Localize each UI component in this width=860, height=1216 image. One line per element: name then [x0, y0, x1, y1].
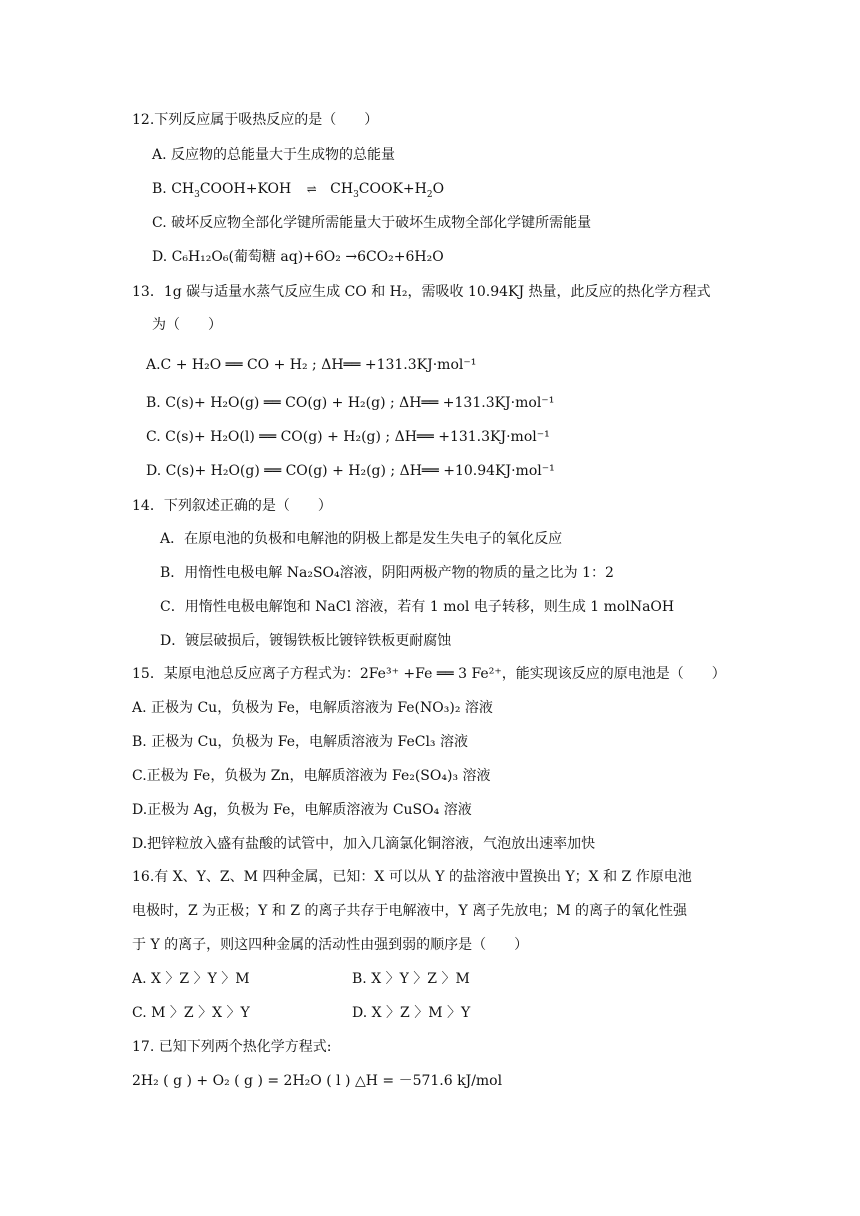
q13-option-a: A.C + H₂O ══ CO + H₂ ; ΔH══ +131.3KJ·mol⁻¹ — [146, 357, 477, 373]
q17-equation: 2H₂ ( g ) + O₂ ( g ) = 2H₂O ( l ) △H = －571.6 kJ/mol — [132, 1073, 503, 1089]
q13-stem-line1: 13．1g 碳与适量水蒸气反应生成 CO 和 H₂，需吸收 10.94KJ 热量，此反应的热化学方程式 — [132, 284, 711, 300]
q14-option-b: B．用惰性电极电解 Na₂SO₄溶液，阴阳两极产物的物质的量之比为 1：2 — [160, 565, 614, 581]
q12-stem: 12.下列反应属于吸热反应的是（ ） — [132, 112, 379, 128]
q15-option-c: C.正极为 Fe，负极为 Zn，电解质溶液为 Fe₂(SO₄)₃ 溶液 — [132, 768, 491, 784]
q15-option-a: A. 正极为 Cu，负极为 Fe，电解质溶液为 Fe(NO₃)₂ 溶液 — [132, 700, 493, 716]
q15-option-d: D.正极为 Ag，负极为 Fe，电解质溶液为 CuSO₄ 溶液 — [132, 802, 472, 818]
q16-option-d: D. X 〉Z 〉M 〉Y — [352, 1005, 471, 1021]
q16-stem-line3: 于 Y 的离子，则这四种金属的活动性由强到弱的顺序是（ ） — [132, 937, 529, 953]
q14-stem: 14．下列叙述正确的是（ ） — [132, 498, 332, 514]
q15-option-b: B. 正极为 Cu，负极为 Fe，电解质溶液为 FeCl₃ 溶液 — [132, 734, 468, 750]
q13-option-d: D. C(s)+ H₂O(g) ══ CO(g) + H₂(g) ; ΔH══ +10.94KJ·mol⁻¹ — [146, 463, 555, 479]
q12-option-c: C. 破坏反应物全部化学键所需能量大于破坏生成物全部化学键所需能量 — [152, 215, 592, 231]
q16-option-a: A. X 〉Z 〉Y 〉M — [132, 971, 250, 987]
q17-stem: 17. 已知下列两个热化学方程式: — [132, 1039, 332, 1055]
q14-option-d: D．镀层破损后，镀锡铁板比镀锌铁板更耐腐蚀 — [160, 633, 452, 649]
q12-option-b: B. $CH_3COOH+KOH$ ⇌ $CH_3COOK+H_2O$ — [152, 181, 445, 200]
equilibrium-arrow-icon: ⇌ — [306, 182, 315, 196]
q15-stem: 15．某原电池总反应离子方程式为：2Fe³⁺ +Fe ══ 3 Fe²⁺，能实现该反应的原电池是（ ） — [132, 666, 726, 682]
q14-option-c: C．用惰性电极电解饱和 NaCl 溶液，若有 1 mol 电子转移，则生成 1 molNaOH — [160, 599, 675, 615]
q16-stem-line2: 电极时，Z 为正极；Y 和 Z 的离子共存于电解液中，Y 离子先放电；M 的离子的氧化性强 — [132, 903, 687, 919]
q13-option-c: C. C(s)+ H₂O(l) ══ CO(g) + H₂(g) ; ΔH══ +131.3KJ·mol⁻¹ — [146, 429, 550, 445]
q12-option-d: D. C₆H₁₂O₆(葡萄糖 aq)+6O₂ →6CO₂+6H₂O — [152, 249, 444, 265]
q13-stem-line2: 为（ ） — [152, 317, 222, 333]
q14-option-a: A．在原电池的负极和电解池的阴极上都是发生失电子的氧化反应 — [160, 531, 563, 547]
q12-option-a: A. 反应物的总能量大于生成物的总能量 — [152, 147, 396, 163]
q16-option-b: B. X 〉Y 〉Z 〉M — [352, 971, 470, 987]
q16-option-c: C. M 〉Z 〉X 〉Y — [132, 1005, 250, 1021]
q16-stem-line1: 16.有 X、Y、Z、M 四种金属，已知：X 可以从 Y 的盐溶液中置换出 Y；X 和 Z 作原电池 — [132, 869, 692, 885]
q15-option-e: D.把锌粒放入盛有盐酸的试管中，加入几滴氯化铜溶液，气泡放出速率加快 — [132, 836, 596, 852]
q13-option-b: B. C(s)+ H₂O(g) ══ CO(g) + H₂(g) ; ΔH══ +131.3KJ·mol⁻¹ — [146, 395, 555, 411]
